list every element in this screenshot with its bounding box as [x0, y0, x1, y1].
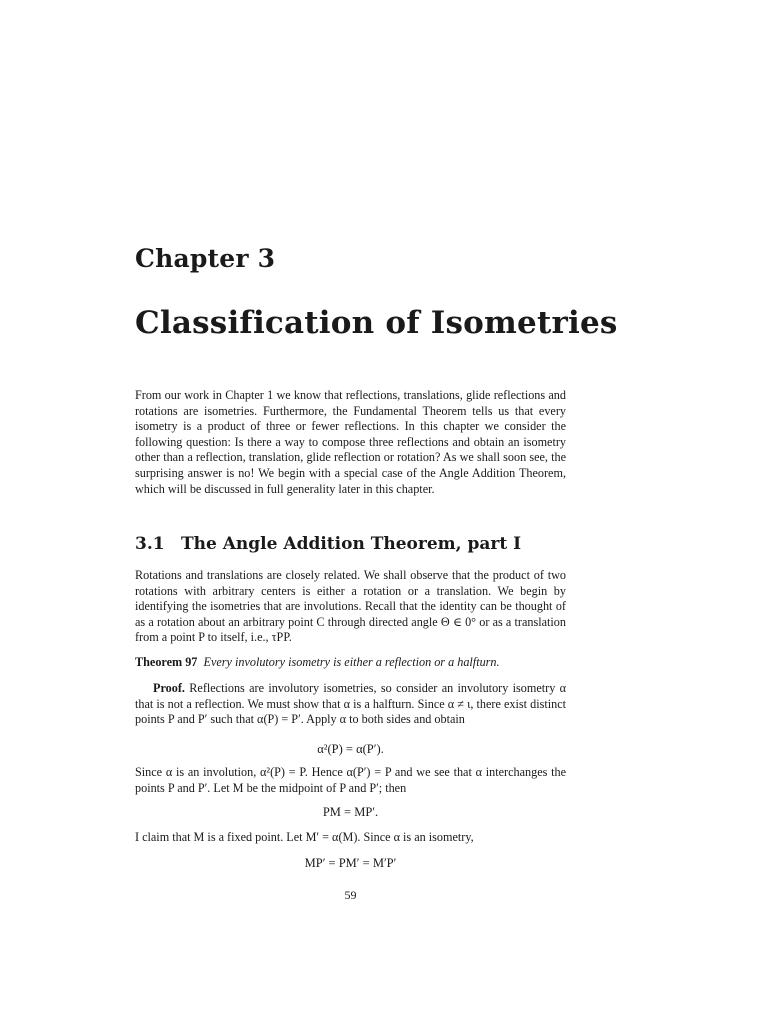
equation-3: MP′ = PM′ = M′P′ [304, 856, 397, 870]
section-title: The Angle Addition Theorem, part I [181, 534, 522, 554]
section-paragraph: Rotations and translations are closely related. We shall observe that the product of two rotations with arbitrary centers is either a rotation or a translation. We begin by identifying the isometries that are involutions. Recall that the identity can be thought of as a rotation about an arbitrary point C through directed angle Θ ∈ 0° or as a translation from a point P to itself, i.e., τPP. [135, 568, 566, 645]
paragraph-4: I claim that M is a fixed point. Let M′ = α(M). Since α is an isometry, [135, 830, 474, 844]
proof-paragraph [135, 681, 566, 728]
page-number: 59 [344, 888, 357, 902]
chapter-title: Classification of Isometries [135, 305, 618, 341]
theorem [135, 655, 566, 671]
intro-paragraph: From our work in Chapter 1 we know that reflections, translations, glide reflections and rotations are isometries. Furthermore, the Fundamental Theorem tells us that every isometry is a product of three or fewer reflections. In this chapter we consider the following question: Is there a way to compose three reflections and obtain an isometry other than a reflection, translation, glide reflection or rotation? As we shall soon see, the surprising answer is no! We begin with a special case of the Angle Addition Theorem, which will be discussed in full generality later in this chapter. [135, 388, 566, 496]
paragraph-3: Since α is an involution, α²(P) = P. Hence α(P′) = P and we see that α interchanges the points P and P′. Let M be the midpoint of P and P′; then [135, 765, 566, 795]
equation-1: α²(P) = α(P′). [317, 742, 384, 756]
chapter-label: Chapter 3 [135, 244, 276, 273]
section-heading [135, 534, 521, 554]
equation-2: PM = MP′. [322, 805, 379, 819]
theorem-statement: Every involutory isometry is either a reflection or a halfturn. [203, 655, 500, 669]
section-number: 3.1 [135, 534, 165, 554]
proof-label: Proof. [153, 681, 185, 695]
proof-text: Reflections are involutory isometries, so consider an involutory isometry α that is not a reflection. We must show that α is a halfturn. Since α ≠ ι, there exist distinct points P and P′ such that α(P) = P′. Apply α to both sides and obtain [135, 681, 567, 727]
theorem-label: Theorem 97 [135, 655, 198, 669]
